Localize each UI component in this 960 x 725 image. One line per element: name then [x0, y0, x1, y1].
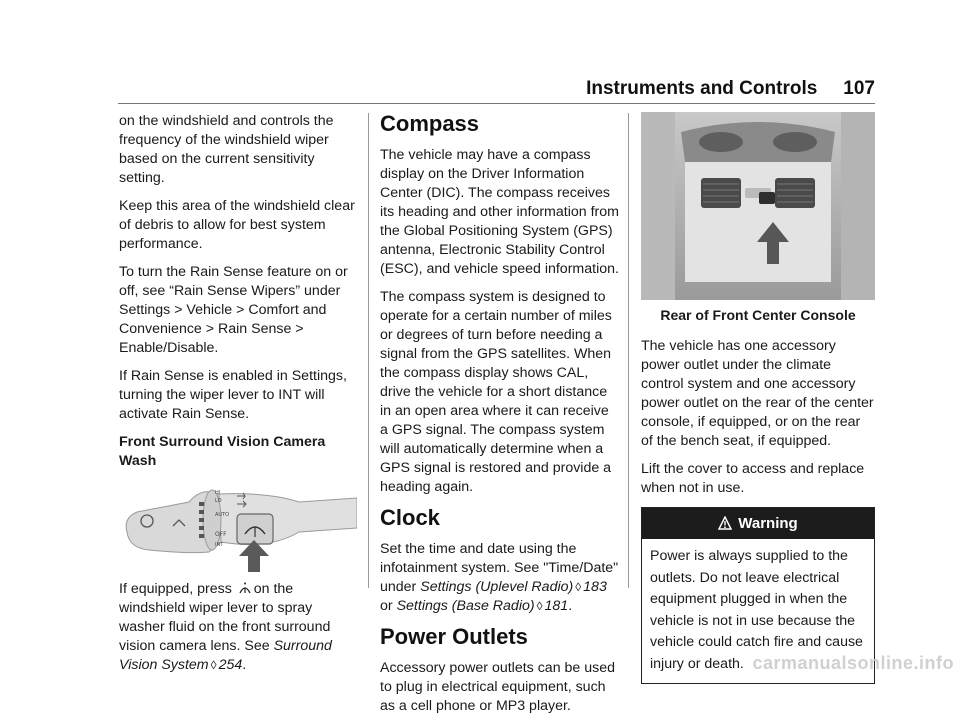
surround-vision-link[interactable]: Surround Vision System [119, 638, 332, 673]
label-hi: HI [215, 490, 221, 496]
section-title: Instruments and Controls [586, 78, 818, 99]
rain-sense-paragraph-3: To turn the Rain Sense feature on or off, see “Rain Sense Wipers” under Settings > Vehicle > Comfort and Convenience > Rain Sense > Enable/Disable. [119, 264, 348, 356]
compass-paragraph-2: The compass system is designed to operate for a certain number of miles or degrees of turn before needing a signal from the GPS satellites. When the compass display shows CAL, drive the vehicle for a short distance in an open area where it can receive a GPS signal. The compass system will automatically determine when a GPS signal is restored and provide a heading again. [380, 289, 612, 495]
warning-header [642, 508, 874, 539]
watermark: carmanualsonline.info [752, 653, 954, 673]
header-rule [118, 103, 875, 104]
page-number: 107 [843, 78, 875, 99]
column-divider-1 [368, 113, 369, 588]
figure-caption: Rear of Front Center Console [660, 307, 856, 323]
compass-paragraph-1: The vehicle may have a compass display on the Driver Information Center (DIC). The compass receives its heading and other information from the Global Positioning System (GPS) antenna, Electronic Stability Control (ESC), and vehicle speed information. [380, 147, 619, 277]
outlet-location-paragraph: The vehicle has one accessory power outlet under the climate control system and one accessory power outlet on the rear of the center console, if equipped, or on the rear of the bench seat, if equipped. [641, 338, 874, 449]
power-outlets-heading: Power Outlets [380, 624, 528, 649]
column-1 [119, 112, 357, 684]
compass-heading: Compass [380, 111, 480, 136]
wiper-lever-figure [119, 480, 357, 572]
rain-sense-paragraph-1: on the windshield and controls the frequency of the windshield wiper based on the current sensitivity setting. [119, 113, 334, 186]
label-int: INT [215, 542, 224, 548]
label-lo: LO [215, 498, 222, 504]
clock-heading: Clock [380, 505, 440, 530]
washer-icon [238, 581, 252, 595]
column-2 [380, 112, 620, 725]
warning-title: Warning [738, 515, 798, 532]
label-auto: AUTO [215, 512, 230, 518]
clock-paragraph: Set the time and date using the infotainment system. See "Time/Date" under Settings (Uplevel Radio) ◊ 183 or Settings (Base Radio) ◊ 181. [380, 541, 619, 614]
settings-uplevel-radio-link[interactable]: Settings (Uplevel Radio) [420, 579, 574, 595]
rain-sense-paragraph-2: Keep this area of the windshield clear of debris to allow for best system performance. [119, 198, 355, 252]
outlet-cover-paragraph: Lift the cover to access and replace when not in use. [641, 461, 865, 496]
column-3 [641, 112, 875, 684]
wiper-lever-illustration [119, 480, 357, 572]
camera-wash-heading: Front Surround Vision Camera Wash [119, 434, 326, 469]
console-photo [641, 112, 875, 300]
running-header [586, 78, 875, 100]
settings-base-radio-link[interactable]: Settings (Base Radio) [396, 598, 535, 614]
column-divider-2 [628, 113, 629, 588]
camera-wash-paragraph: If equipped, press on the windshield wiper lever to spray washer fluid on the front surround vision camera lens. See Surround Vision System ◊ 254. [119, 581, 332, 673]
power-outlets-paragraph: Accessory power outlets can be used to plug in electrical equipment, such as a cell phone or MP3 player. [380, 660, 616, 714]
warning-icon [718, 516, 732, 530]
label-off: OFF [215, 531, 227, 538]
warning-text: Power is always supplied to the outlets. Do not leave electrical equipment plugged in when the vehicle is not in use because the vehicle could catch fire and cause injury or death. [650, 548, 863, 672]
console-photo-illustration [641, 112, 875, 300]
rain-sense-paragraph-4: If Rain Sense is enabled in Settings, turning the wiper lever to INT will activate Rain Sense. [119, 368, 347, 422]
